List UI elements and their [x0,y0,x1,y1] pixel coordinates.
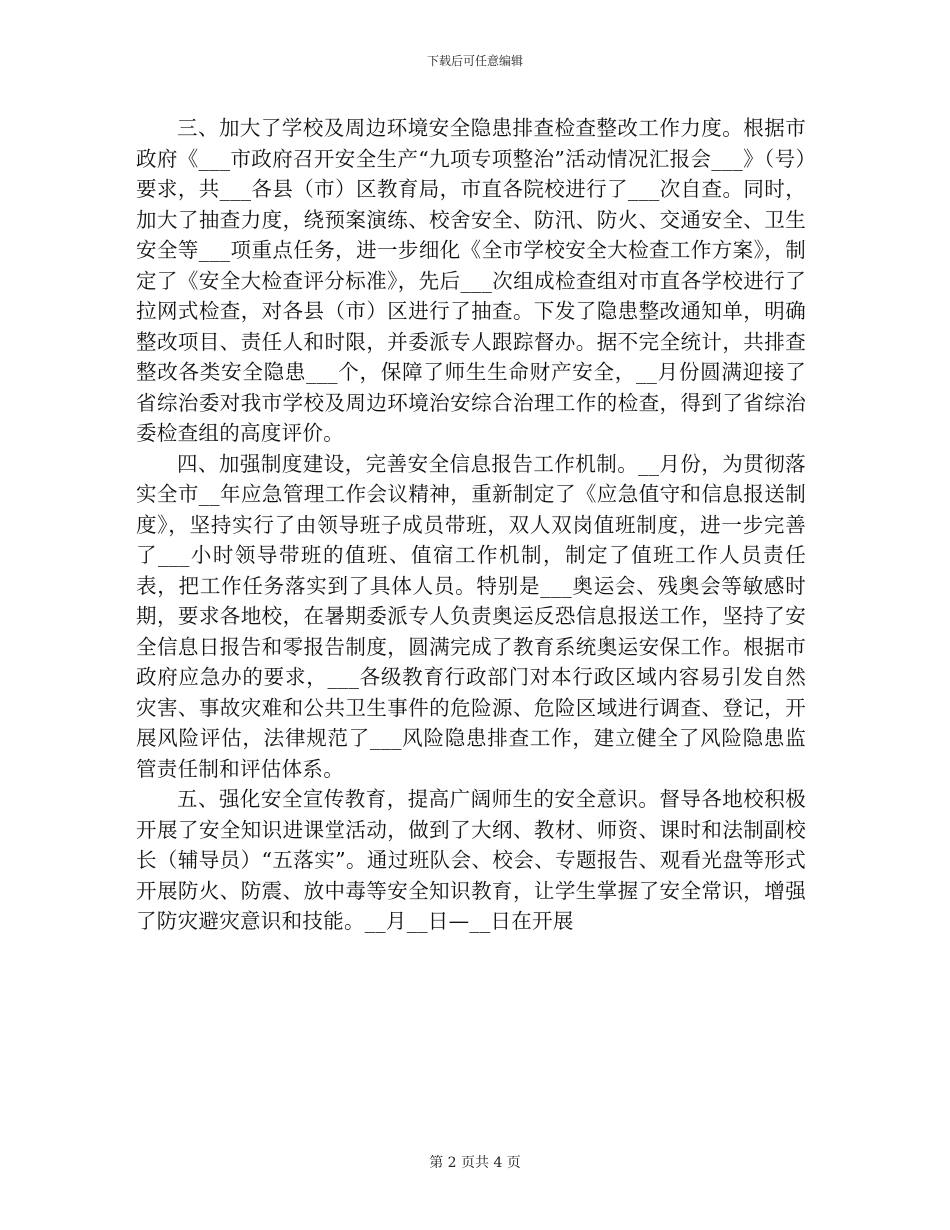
page-header: 下载后可任意编辑 [426,54,523,68]
paragraph-section-4: 四、加强制度建设，完善安全信息报告工作机制。__月份，为贯彻落实全市__年应急管理工作会议精神，重新制定了《应急值守和信息报送制度》，坚持实行了由领导班子成员带班，双人双岗值班制度，进一步完善了___小时领导带班的值班、值宿工作机制，制定了值班工作人员责任表，把工作任务落实到了具体人员。特别是___奥运会、残奥会等敏感时期，要求各地校，在暑期委派专人负责奥运反恐信息报送工作，坚持了安全信息日报告和零报告制度，圆满完成了教育系统奥运安保工作。根据市政府应急办的要求，___各级教育行政部门对本行政区域内容易引发自然灾害、事故灾难和公共卫生事件的危险源、危险区域进行调查、登记，开展风险评估，法律规范了___风险隐患排查工作，建立健全了风险隐患监管责任制和评估体系。 [136,451,806,781]
page-number-footer: 第 2 页共 4 页 [429,1155,521,1171]
document-body [136,113,806,937]
paragraph-section-3: 三、加大了学校及周边环境安全隐患排查检查整改工作力度。根据市政府《___市政府召开安全生产“九项专项整治”活动情况汇报会___》（号）要求，共___各县（市）区教育局，市直各院校进行了___次自查。同时，加大了抽查力度，绕预案演练、校舍安全、防汛、防火、交通安全、卫生安全等___项重点任务，进一步细化《全市学校安全大检查工作方案》，制定了《安全大检查评分标准》，先后___次组成检查组对市直各学校进行了拉网式检查，对各县（市）区进行了抽查。下发了隐患整改通知单，明确整改项目、责任人和时限，并委派专人跟踪督办。据不完全统计，共排查整改各类安全隐患___个，保障了师生生命财产安全，__月份圆满迎接了省综治委对我市学校及周边环境治安综合治理工作的检查，得到了省综治委检查组的高度评价。 [136,116,806,445]
paragraph-section-5: 五、强化安全宣传教育，提高广阔师生的安全意识。督导各地校积极开展了安全知识进课堂活动，做到了大纲、教材、师资、课时和法制副校长（辅导员）“五落实”。通过班队会、校会、专题报告、观看光盘等形式开展防火、防震、放中毒等安全知识教育，让学生掌握了安全常识，增强了防灾避灾意识和技能。__月__日—__日在开展 [136,787,806,933]
